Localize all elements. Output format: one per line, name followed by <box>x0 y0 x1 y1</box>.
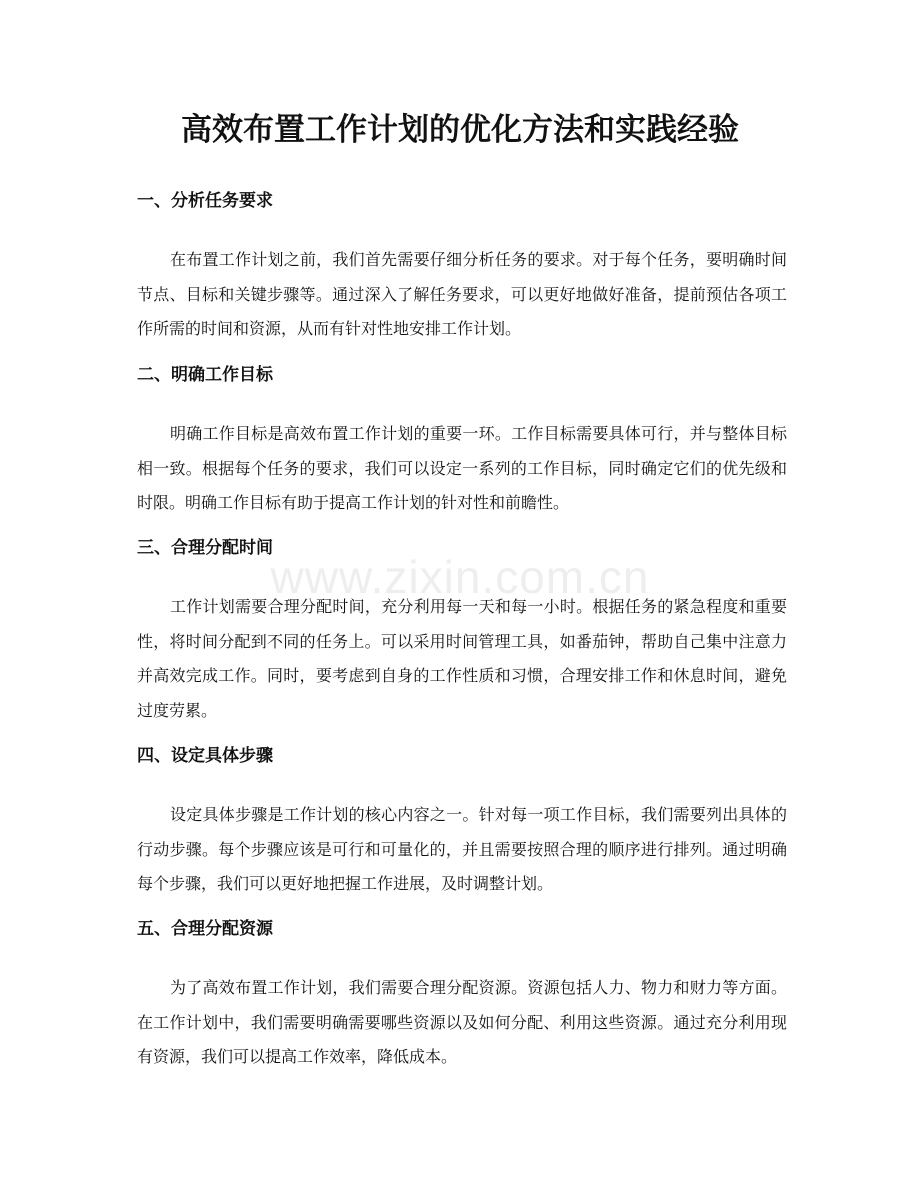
section-heading: 三、合理分配时间 <box>137 538 273 558</box>
document-title: 高效布置工作计划的优化方法和实践经验 <box>181 112 739 148</box>
section-set-steps <box>137 743 787 902</box>
section-heading: 一、分析任务要求 <box>137 191 273 211</box>
section-paragraph: 在布置工作计划之前，我们首先需要仔细分析任务的要求。对于每个任务，要明确时间节点、目标和关键步骤等。通过深入了解任务要求，可以更好地做好准备，提前预估各项工作所需的时间和资源，从而有针对性地安排工作计划。 <box>137 250 787 338</box>
watermark: www.zixin.com.cn <box>270 551 650 603</box>
section-paragraph: 为了高效布置工作计划，我们需要合理分配资源。资源包括人力、物力和财力等方面。在工作计划中，我们需要明确需要哪些资源以及如何分配、利用这些资源。通过充分利用现有资源，我们可以提高工作效率，降低成本。 <box>137 978 787 1066</box>
section-allocate-time <box>137 535 787 728</box>
section-paragraph: 工作计划需要合理分配时间，充分利用每一天和每一小时。根据任务的紧急程度和重要性，将时间分配到不同的任务上。可以采用时间管理工具，如番茄钟，帮助自己集中注意力并高效完成工作。同时，要考虑到自身的工作性质和习惯，合理安排工作和休息时间，避免过度劳累。 <box>137 597 787 720</box>
section-heading: 二、明确工作目标 <box>137 365 273 385</box>
section-analyze-task <box>137 188 787 347</box>
section-define-goals <box>137 362 787 521</box>
section-heading: 五、合理分配资源 <box>137 919 273 939</box>
section-paragraph: 明确工作目标是高效布置工作计划的重要一环。工作目标需要具体可行，并与整体目标相一致。根据每个任务的要求，我们可以设定一系列的工作目标，同时确定它们的优先级和时限。明确工作目标有助于提高工作计划的针对性和前瞻性。 <box>137 424 787 512</box>
section-allocate-resources <box>137 916 787 1075</box>
section-heading: 四、设定具体步骤 <box>137 746 273 766</box>
section-paragraph: 设定具体步骤是工作计划的核心内容之一。针对每一项工作目标，我们需要列出具体的行动步骤。每个步骤应该是可行和可量化的，并且需要按照合理的顺序进行排列。通过明确每个步骤，我们可以更好地把握工作进展，及时调整计划。 <box>137 805 787 893</box>
